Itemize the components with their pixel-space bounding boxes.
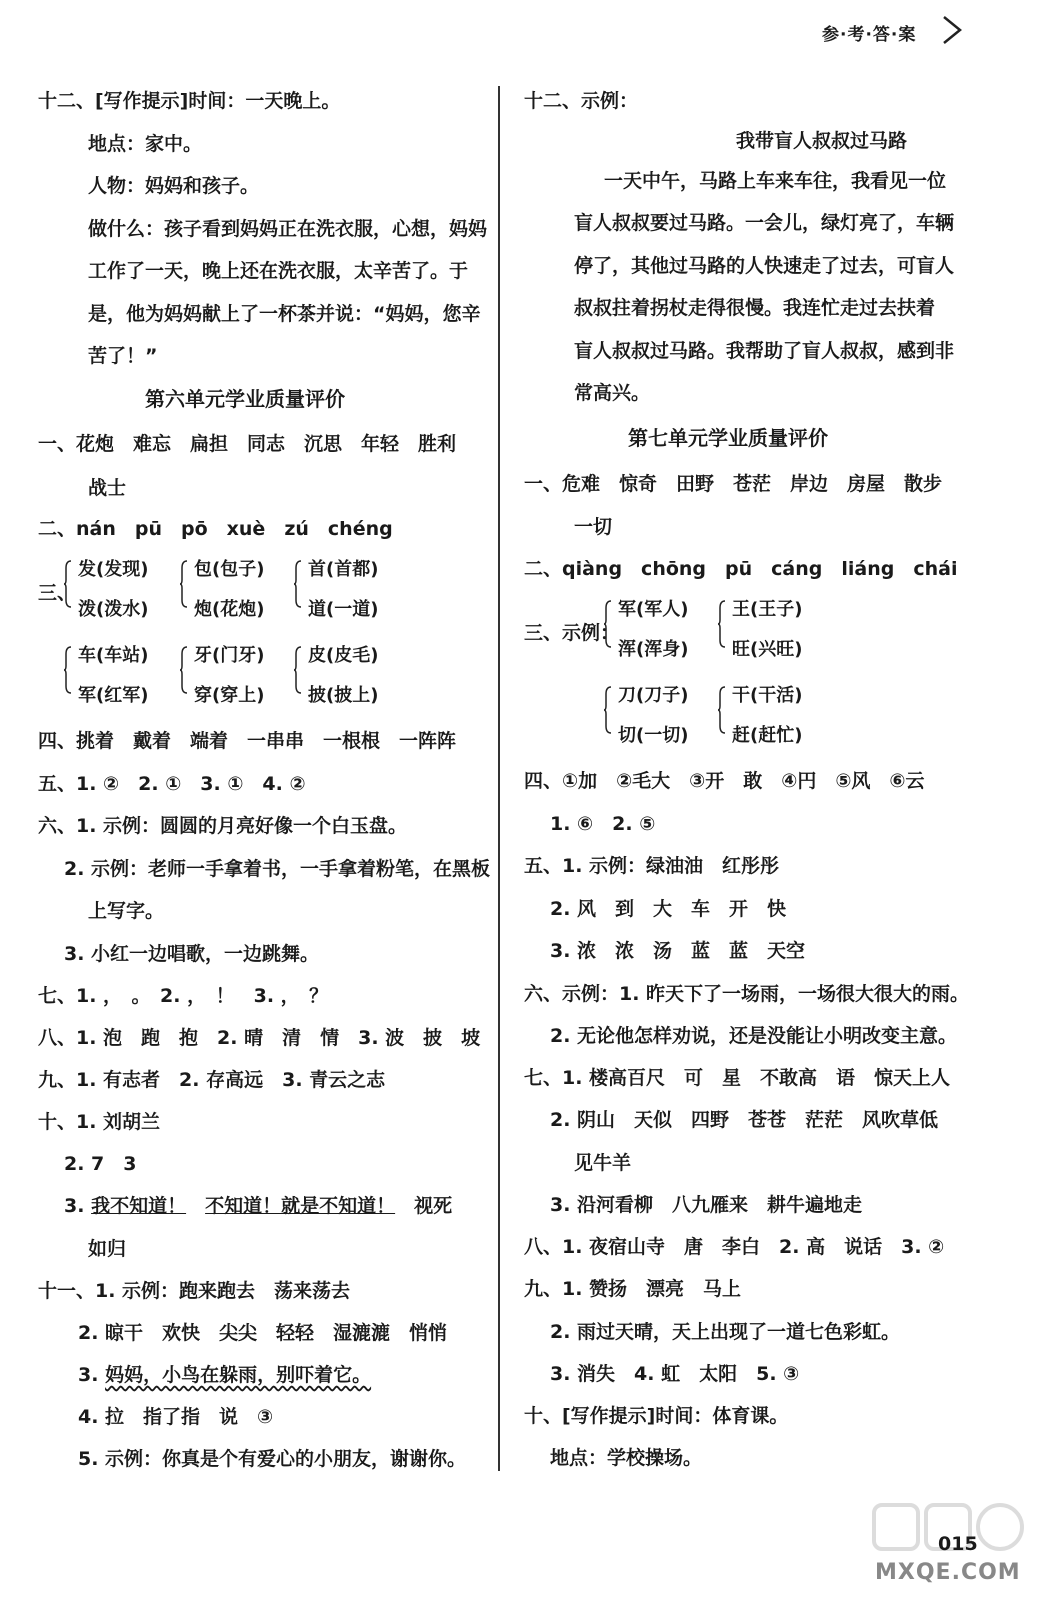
right-q7-2a: 2. 阴山 天似 四野 苍苍 茫茫 风吹草低 bbox=[550, 1109, 939, 1131]
brace-icon bbox=[718, 686, 726, 734]
essay-line1: 一天中午，马路上车来车往，我看见一位 bbox=[604, 170, 947, 192]
page-header bbox=[770, 18, 990, 48]
brace-icon bbox=[64, 646, 72, 694]
right-q4-line1: 四、①加 ②毛大 ③开 敢 ④円 ⑤风 ⑥云 bbox=[524, 770, 925, 792]
left-q6-2b: 上写字。 bbox=[88, 900, 165, 922]
right-q3-g2b: 旺(兴旺) bbox=[732, 639, 803, 660]
right-q3-g2a: 王(王子) bbox=[732, 599, 803, 620]
left-q11-2: 2. 晾干 欢快 尖尖 轻轻 湿漉漉 悄悄 bbox=[78, 1322, 448, 1344]
left-q3-g4a: 车(车站) bbox=[78, 645, 149, 666]
left-q10-3-cont: 如归 bbox=[88, 1238, 127, 1260]
right-q3-g1b: 浑(浑身) bbox=[618, 639, 689, 660]
left-q10-2: 2. 7 3 bbox=[64, 1153, 137, 1175]
left-s12-line7: 苦了！” bbox=[88, 345, 158, 367]
right-q2: 二、qiàng chōng pū cáng liáng chái bbox=[524, 558, 958, 580]
right-q3-g3a: 刀(刀子) bbox=[618, 685, 689, 706]
right-q10-1: 十、[写作提示]时间：体育课。 bbox=[524, 1405, 789, 1427]
right-q4-line2: 1. ⑥ 2. ⑤ bbox=[550, 813, 656, 835]
left-q10-3-quote-b: 不知道！就是不知道！ bbox=[205, 1195, 396, 1217]
right-q7-1: 七、1. 楼高百尺 可 星 不敢高 语 惊天上人 bbox=[524, 1067, 951, 1089]
right-q9-3: 3. 消失 4. 虹 太阳 5. ③ bbox=[550, 1363, 800, 1385]
right-q3-g4b: 赶(赶忙) bbox=[732, 725, 803, 746]
unit7-title: 第七单元学业质量评价 bbox=[628, 426, 828, 450]
left-q3-g5b: 穿(穿上) bbox=[194, 685, 265, 706]
left-q6-3: 3. 小红一边唱歌，一边跳舞。 bbox=[64, 943, 320, 965]
brace-icon bbox=[718, 600, 726, 648]
right-q8: 八、1. 夜宿山寺 唐 李白 2. 高 说话 3. ② bbox=[524, 1236, 945, 1258]
left-q3-g6a: 皮(皮毛) bbox=[308, 645, 379, 666]
right-q1-line1: 一、危难 惊奇 田野 苍茫 岸边 房屋 散步 bbox=[524, 473, 943, 495]
unit6-title: 第六单元学业质量评价 bbox=[145, 387, 345, 411]
left-q10-3 bbox=[64, 1193, 452, 1219]
left-q3-prefix: 三、 bbox=[38, 582, 77, 604]
brace-icon bbox=[180, 560, 188, 608]
left-q3-g5a: 牙(门牙) bbox=[194, 645, 265, 666]
right-q6-1: 六、示例：1. 昨天下了一场雨，一场很大很大的雨。 bbox=[524, 983, 970, 1005]
left-s12-line3: 人物：妈妈和孩子。 bbox=[88, 175, 260, 197]
right-q10-2: 地点：学校操场。 bbox=[550, 1447, 703, 1469]
right-q5-2: 2. 风 到 大 车 开 快 bbox=[550, 898, 787, 920]
right-q7-2b: 见牛羊 bbox=[574, 1152, 632, 1174]
page-number: 015 bbox=[938, 1533, 978, 1555]
left-q11-3-text: 妈妈，小鸟在躲雨，别吓着它。 bbox=[105, 1364, 372, 1386]
essay-line4: 叔叔拄着拐杖走得很慢。我连忙走过去扶着 bbox=[574, 297, 936, 319]
essay-line5: 盲人叔叔过马路。我帮助了盲人叔叔，感到非 bbox=[574, 340, 955, 362]
left-q11-4: 4. 拉 指了指 说 ③ bbox=[78, 1406, 274, 1428]
left-s12-line5: 工作了一天，晚上还在洗衣服，太辛苦了。于 bbox=[88, 260, 469, 282]
left-q11-5: 5. 示例：你真是个有爱心的小朋友，谢谢你。 bbox=[78, 1448, 467, 1470]
left-q11-3-prefix: 3. bbox=[78, 1364, 106, 1386]
left-s12-line1: 十二、[写作提示]时间：一天晚上。 bbox=[38, 90, 341, 112]
left-q1-line2: 战士 bbox=[88, 477, 127, 499]
left-q6-2a: 2. 示例：老师一手拿着书，一手拿着粉笔，在黑板 bbox=[64, 858, 491, 880]
left-q10-1: 十、1. 刘胡兰 bbox=[38, 1111, 161, 1133]
left-q3-g2b: 炮(花炮) bbox=[194, 599, 265, 620]
left-q11-1: 十一、1. 示例：跑来跑去 荡来荡去 bbox=[38, 1280, 351, 1302]
left-q7: 七、1. ， 。 2. ， ！ 3. ， ？ bbox=[38, 985, 329, 1007]
right-q1-line2: 一切 bbox=[574, 516, 613, 538]
left-q4: 四、挑着 戴着 端着 一串串 一根根 一阵阵 bbox=[38, 730, 457, 752]
right-q6-2: 2. 无论他怎样劝说，还是没能让小明改变主意。 bbox=[550, 1025, 958, 1047]
left-q10-3-quote-a: 我不知道！ bbox=[91, 1195, 187, 1217]
left-q2: 二、nán pū pō xuè zú chéng bbox=[38, 518, 393, 540]
right-q3-prefix: 三、示例： bbox=[524, 622, 620, 644]
brace-icon bbox=[294, 560, 302, 608]
left-q6-1: 六、1. 示例：圆圆的月亮好像一个白玉盘。 bbox=[38, 815, 408, 837]
brace-icon bbox=[64, 560, 72, 608]
watermark-text: MXQE.COM bbox=[875, 1560, 1021, 1585]
brace-icon bbox=[294, 646, 302, 694]
right-q5-1: 五、1. 示例：绿油油 红彤彤 bbox=[524, 855, 780, 877]
left-q9: 九、1. 有志者 2. 存高远 3. 青云之志 bbox=[38, 1069, 386, 1091]
left-q5: 五、1. ② 2. ① 3. ① 4. ② bbox=[38, 773, 306, 795]
left-q3-g4b: 军(红军) bbox=[78, 685, 149, 706]
header-label: 参·考·答·案 bbox=[822, 25, 917, 45]
right-q3-g4a: 干(干活) bbox=[732, 685, 803, 706]
brace-icon bbox=[604, 600, 612, 648]
left-q3-g1b: 泼(泼水) bbox=[78, 599, 149, 620]
right-s12-head: 十二、示例： bbox=[524, 90, 639, 112]
left-q8: 八、1. 泡 跑 抱 2. 晴 清 情 3. 波 披 坡 bbox=[38, 1027, 481, 1049]
right-q9-2: 2. 雨过天晴，天上出现了一道七色彩虹。 bbox=[550, 1321, 901, 1343]
essay-line3: 停了，其他过马路的人快速走了过去，可盲人 bbox=[574, 255, 955, 277]
left-s12-line6: 是，他为妈妈献上了一杯茶并说：“妈妈，您辛 bbox=[88, 303, 481, 325]
chevron-right-icon bbox=[940, 14, 964, 46]
essay-title: 我带盲人叔叔过马路 bbox=[736, 130, 908, 152]
left-q3-g1a: 发(发现) bbox=[78, 559, 149, 580]
right-q3-g1a: 军(军人) bbox=[618, 599, 689, 620]
brace-icon bbox=[604, 686, 612, 734]
column-divider bbox=[498, 86, 500, 1471]
essay-line2: 盲人叔叔要过马路。一会儿，绿灯亮了，车辆 bbox=[574, 212, 955, 234]
left-q10-3-prefix: 3. bbox=[64, 1195, 92, 1217]
right-q7-3: 3. 沿河看柳 八九雁来 耕牛遍地走 bbox=[550, 1194, 863, 1216]
left-q3-g2a: 包(包子) bbox=[194, 559, 265, 580]
left-q11-3 bbox=[78, 1362, 371, 1388]
right-q5-3: 3. 浓 浓 汤 蓝 蓝 天空 bbox=[550, 940, 806, 962]
left-s12-line2: 地点：家中。 bbox=[88, 133, 203, 155]
left-q10-3-tail: 视死 bbox=[395, 1195, 453, 1217]
left-s12-line4: 做什么：孩子看到妈妈正在洗衣服，心想，妈妈 bbox=[88, 218, 488, 240]
left-q3-g3a: 首(首都) bbox=[308, 559, 379, 580]
left-q1-line1: 一、花炮 难忘 扁担 同志 沉思 年轻 胜利 bbox=[38, 433, 457, 455]
left-q3-g6b: 披(披上) bbox=[308, 685, 379, 706]
right-q9-1: 九、1. 赞扬 漂亮 马上 bbox=[524, 1278, 742, 1300]
essay-line6: 常高兴。 bbox=[574, 382, 651, 404]
brace-icon bbox=[180, 646, 188, 694]
left-q3-g3b: 道(一道) bbox=[308, 599, 379, 620]
right-q3-g3b: 切(一切) bbox=[618, 725, 689, 746]
